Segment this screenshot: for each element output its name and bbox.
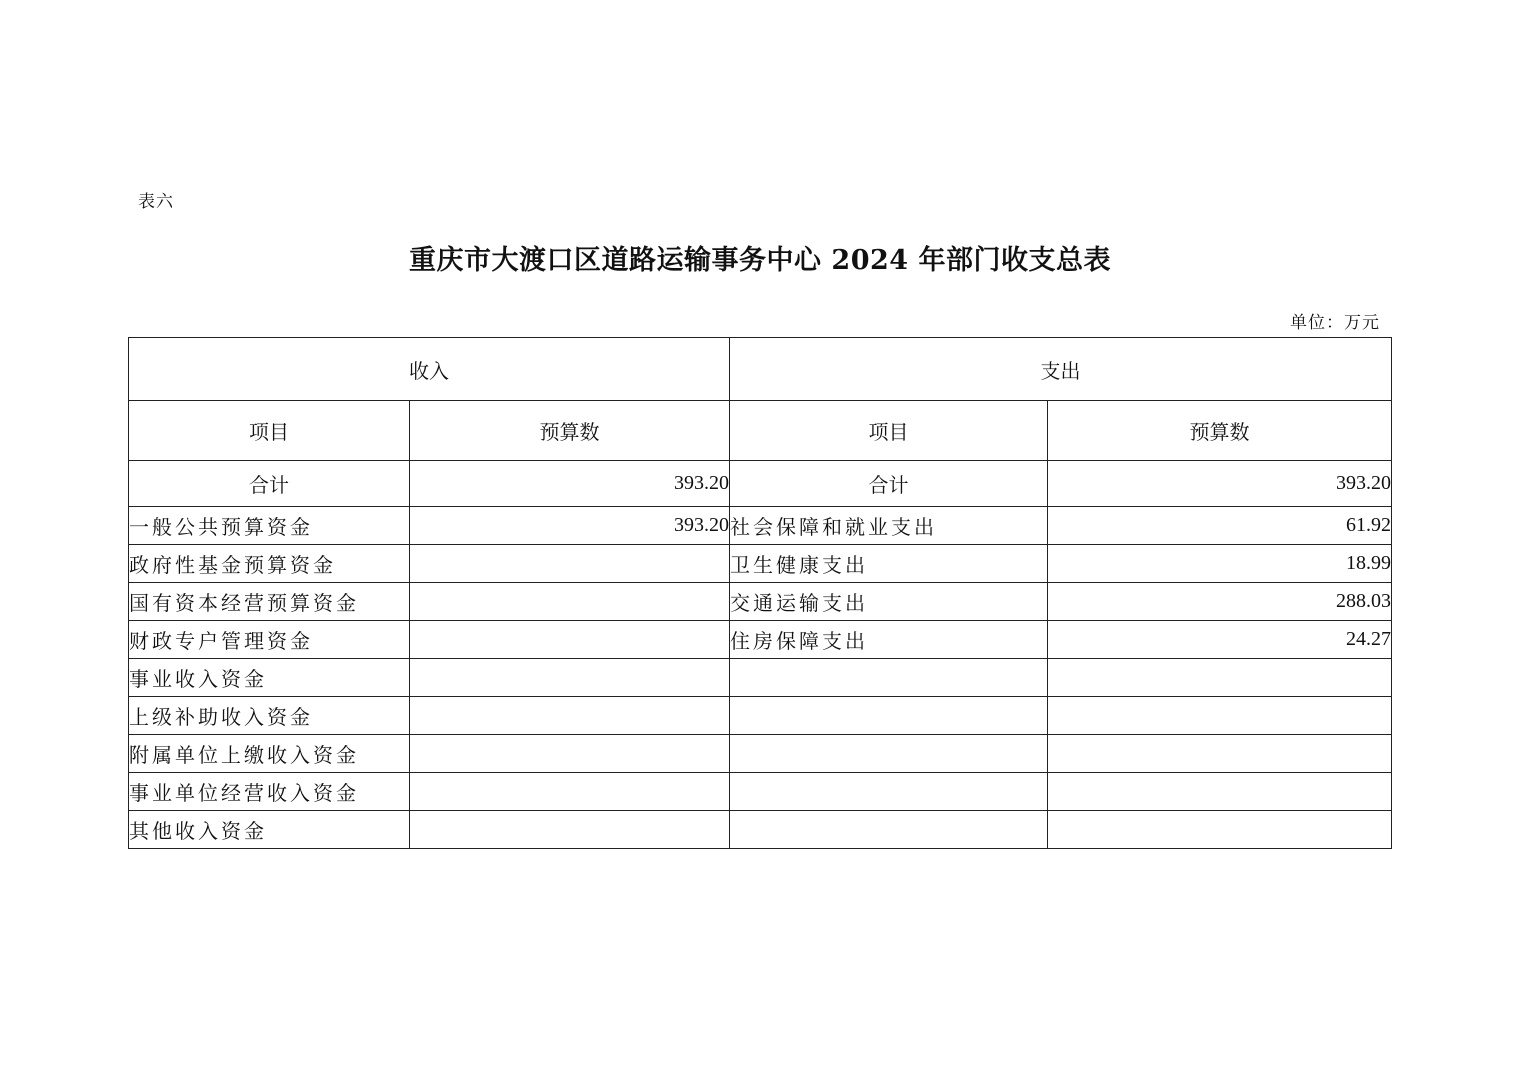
- table-row: [129, 773, 1392, 811]
- expense-value-cell: [1048, 735, 1392, 773]
- income-total-label: 合计: [129, 461, 410, 507]
- income-value-cell: [410, 735, 730, 773]
- expense-item-cell: [730, 811, 1048, 849]
- income-item-cell: 上级补助收入资金: [129, 697, 410, 735]
- expense-item-cell: 社会保障和就业支出: [730, 507, 1048, 545]
- expense-item-cell: [730, 773, 1048, 811]
- income-value-cell: [410, 583, 730, 621]
- income-item-cell: 其他收入资金: [129, 811, 410, 849]
- income-item-cell: 事业收入资金: [129, 659, 410, 697]
- income-item-cell: 一般公共预算资金: [129, 507, 410, 545]
- income-item-cell: 财政专户管理资金: [129, 621, 410, 659]
- expense-item-cell: 交通运输支出: [730, 583, 1048, 621]
- expense-item-cell: 住房保障支出: [730, 621, 1048, 659]
- expense-value-cell: 288.03: [1048, 583, 1392, 621]
- income-value-cell: [410, 659, 730, 697]
- table-row: [129, 507, 1392, 545]
- page-title: 重庆市大渡口区道路运输事务中心 2024 年部门收支总表: [409, 245, 1111, 276]
- income-item-cell: 附属单位上缴收入资金: [129, 735, 410, 773]
- total-row: [129, 461, 1392, 507]
- table-row: [129, 545, 1392, 583]
- income-budget-column-header: 预算数: [410, 401, 730, 461]
- expense-value-cell: [1048, 773, 1392, 811]
- table-row: [129, 583, 1392, 621]
- column-header-row: [129, 401, 1392, 461]
- section-header-row: [129, 338, 1392, 401]
- income-value-cell: [410, 545, 730, 583]
- table-row: [129, 811, 1392, 849]
- unit-label: 单位：万元: [1290, 313, 1380, 333]
- expense-item-cell: [730, 697, 1048, 735]
- income-item-cell: 事业单位经营收入资金: [129, 773, 410, 811]
- income-section-header: 收入: [129, 338, 730, 401]
- expense-item-column-header: 项目: [730, 401, 1048, 461]
- income-value-cell: [410, 773, 730, 811]
- income-item-cell: 国有资本经营预算资金: [129, 583, 410, 621]
- expense-value-cell: 61.92: [1048, 507, 1392, 545]
- expense-value-cell: 24.27: [1048, 621, 1392, 659]
- income-total-value: 393.20: [410, 461, 730, 507]
- expense-value-cell: [1048, 697, 1392, 735]
- expense-item-cell: 卫生健康支出: [730, 545, 1048, 583]
- income-value-cell: [410, 697, 730, 735]
- expense-budget-column-header: 预算数: [1048, 401, 1392, 461]
- income-item-column-header: 项目: [129, 401, 410, 461]
- table-row: [129, 659, 1392, 697]
- expense-value-cell: [1048, 659, 1392, 697]
- income-value-cell: [410, 621, 730, 659]
- expense-value-cell: 18.99: [1048, 545, 1392, 583]
- expense-value-cell: [1048, 811, 1392, 849]
- expense-total-label: 合计: [730, 461, 1048, 507]
- expense-item-cell: [730, 659, 1048, 697]
- expense-total-value: 393.20: [1048, 461, 1392, 507]
- income-value-cell: [410, 811, 730, 849]
- table-label: 表六: [138, 192, 174, 212]
- expense-section-header: 支出: [730, 338, 1392, 401]
- table-row: [129, 697, 1392, 735]
- table-row: [129, 621, 1392, 659]
- table-row: [129, 735, 1392, 773]
- income-value-cell: 393.20: [410, 507, 730, 545]
- income-item-cell: 政府性基金预算资金: [129, 545, 410, 583]
- budget-summary-table: [128, 337, 1392, 849]
- expense-item-cell: [730, 735, 1048, 773]
